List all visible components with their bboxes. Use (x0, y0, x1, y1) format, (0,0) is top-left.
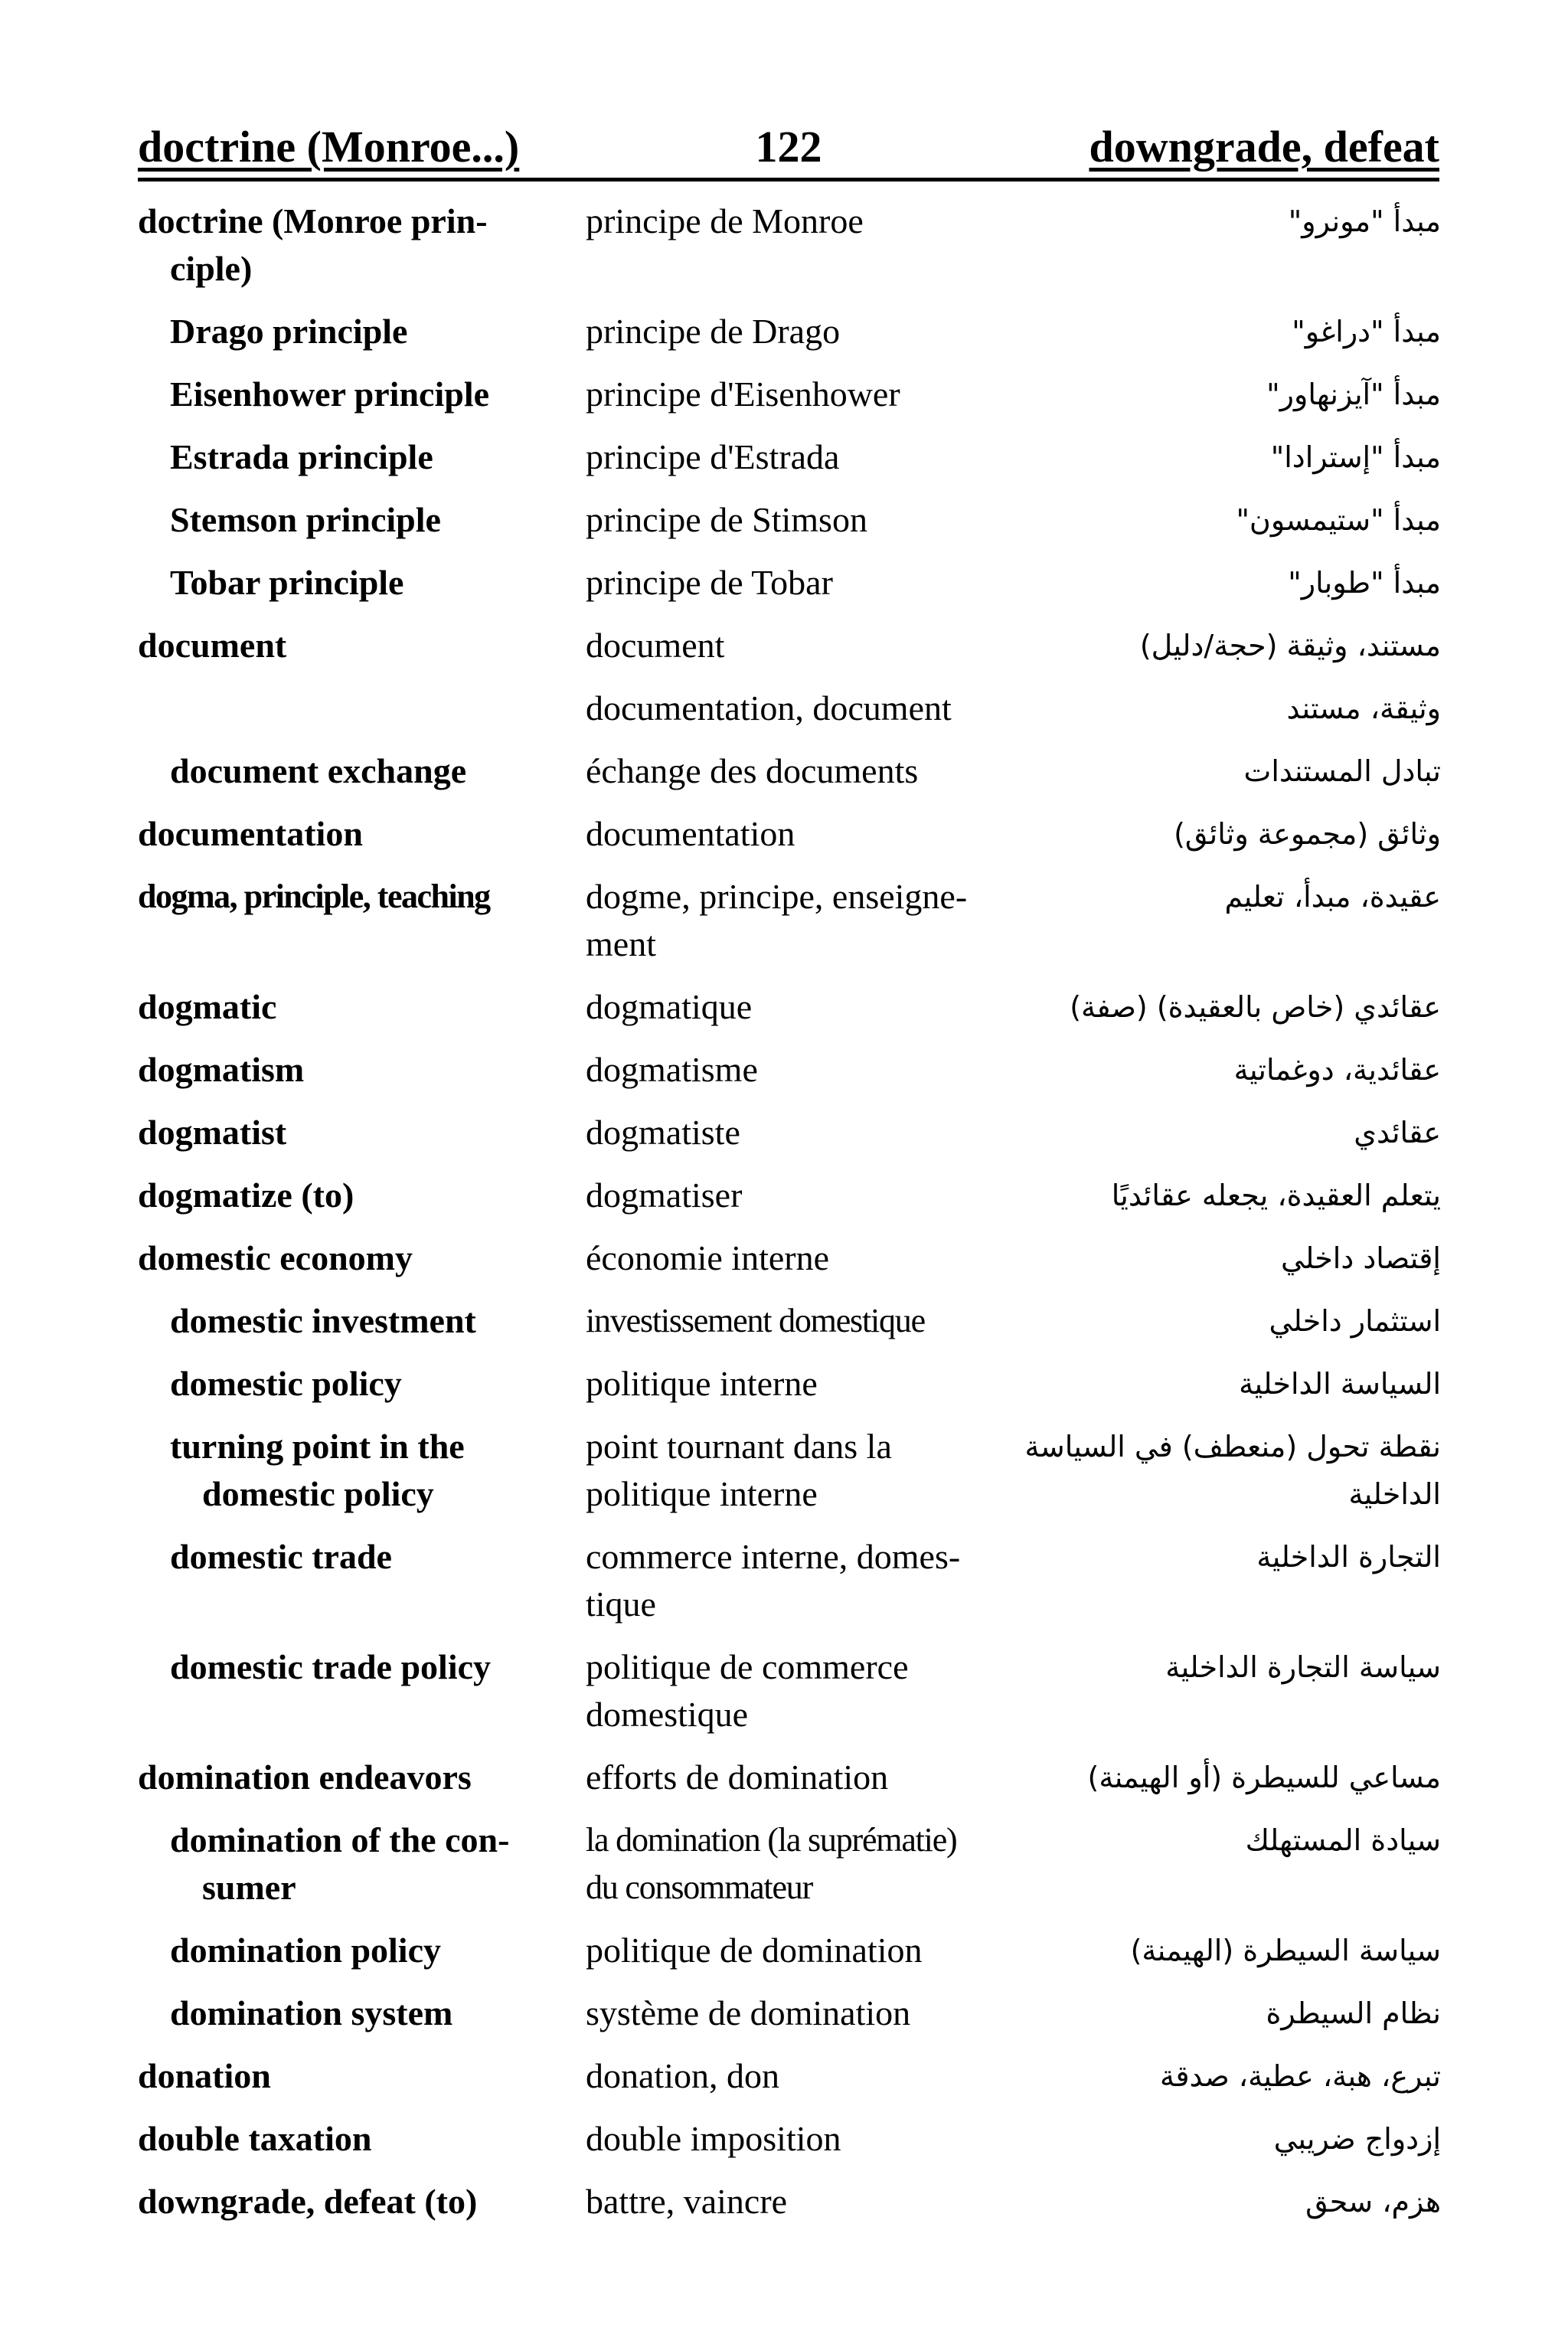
dictionary-entry (0, 873, 1568, 983)
french-translation-line: principe de Monroe (586, 201, 864, 240)
arabic-translation-line: سياسة السيطرة (الهيمنة) (1130, 1934, 1441, 1967)
french-translation (586, 622, 1014, 669)
dictionary-entry (0, 1990, 1568, 2052)
dictionary-entry (0, 308, 1568, 371)
french-translation-line: principe de Stimson (586, 500, 867, 539)
arabic-translation-line: الداخلية (1348, 1477, 1441, 1511)
arabic-translation (1012, 1234, 1441, 1282)
page-number: 122 (755, 122, 822, 172)
arabic-translation-line: سياسة التجارة الداخلية (1165, 1650, 1441, 1684)
english-term (138, 2052, 567, 2100)
header-last-term: downgrade, defeat (1089, 122, 1439, 172)
english-term (170, 1423, 568, 1518)
french-translation (586, 1927, 1014, 1974)
english-term (170, 1816, 568, 1911)
arabic-translation (1012, 308, 1441, 355)
arabic-translation-line: تبرع، هبة، عطية، صدقة (1159, 2059, 1441, 2093)
header-first-term: doctrine (Monroe...) (138, 122, 520, 172)
english-term-line: doctrine (Monroe prin- (138, 201, 488, 240)
arabic-translation-line: وثيقة، مستند (1286, 692, 1441, 725)
arabic-translation-line: السياسة الداخلية (1239, 1367, 1441, 1401)
french-translation (586, 198, 1014, 245)
english-term-line: domestic trade policy (170, 1647, 492, 1686)
arabic-translation (1012, 983, 1441, 1031)
english-term-line: dogmatism (138, 1050, 305, 1089)
english-term-line: document exchange (170, 751, 467, 790)
french-translation-line: échange des documents (586, 751, 919, 790)
arabic-translation-line: عقائدي (خاص بالعقيدة) (صفة) (1070, 990, 1441, 1024)
arabic-translation-line: مبدأ "آيزنهاور" (1266, 378, 1441, 411)
french-translation (586, 1234, 1014, 1282)
english-term-line: Drago principle (170, 312, 408, 351)
arabic-translation (1012, 2052, 1441, 2100)
english-term (138, 1109, 567, 1156)
dictionary-entry (0, 1360, 1568, 1423)
french-translation-line: ment (586, 924, 656, 963)
dictionary-entry (0, 1643, 1568, 1754)
dictionary-entry (0, 983, 1568, 1046)
arabic-translation-line: سيادة المستهلك (1245, 1823, 1441, 1857)
french-translation (586, 1643, 1014, 1738)
dictionary-entry (0, 2115, 1568, 2178)
french-translation (586, 1423, 1014, 1518)
arabic-translation (1012, 1046, 1441, 1094)
english-term-line: domestic policy (202, 1474, 434, 1513)
arabic-translation (1012, 685, 1441, 732)
dictionary-entry (0, 1297, 1568, 1360)
english-term-line: Tobar principle (170, 563, 404, 602)
arabic-translation-line: نظام السيطرة (1266, 1996, 1441, 2030)
french-translation-line: investissement domestique (586, 1302, 925, 1339)
french-translation (586, 371, 1014, 418)
arabic-translation-line: مبدأ "طوبار" (1288, 566, 1441, 600)
french-translation (586, 983, 1014, 1031)
arabic-translation (1012, 622, 1441, 669)
french-translation (586, 1046, 1014, 1094)
arabic-translation-line: يتعلم العقيدة، يجعله عقائديًا (1111, 1179, 1441, 1212)
dictionary-entry (0, 1533, 1568, 1643)
english-term (138, 983, 567, 1031)
english-term-line: downgrade, defeat (to) (138, 2182, 478, 2221)
english-term (138, 1046, 567, 1094)
french-translation-line: dogme, principe, enseigne- (586, 877, 968, 916)
french-translation (586, 747, 1014, 795)
french-translation-line: efforts de domination (586, 1758, 889, 1797)
english-term-line: document (138, 626, 287, 665)
english-term (138, 2178, 567, 2225)
english-term-line: documentation (138, 814, 363, 853)
french-translation-line: dogmatiste (586, 1113, 740, 1152)
french-translation-line: document (586, 626, 725, 665)
arabic-translation-line: هزم، سحق (1305, 2185, 1441, 2219)
arabic-translation (1012, 810, 1441, 858)
english-term-line: Stemson principle (170, 500, 441, 539)
arabic-translation-line: مبدأ "مونرو" (1288, 204, 1441, 238)
english-term (170, 1360, 568, 1408)
french-translation-line: politique interne (586, 1474, 818, 1513)
dictionary-entry (0, 1172, 1568, 1234)
english-term-line: dogmatic (138, 987, 277, 1026)
english-term-line: turning point in the (170, 1427, 465, 1466)
french-translation-line: système de domination (586, 1993, 911, 2032)
arabic-translation-line: استثمار داخلي (1269, 1304, 1441, 1338)
french-translation-line: politique de domination (586, 1931, 923, 1970)
dictionary-entry (0, 559, 1568, 622)
arabic-translation (1012, 1297, 1441, 1345)
french-translation (586, 1990, 1014, 2037)
english-term (138, 1234, 567, 1282)
english-term (138, 1754, 567, 1801)
arabic-translation (1012, 559, 1441, 607)
english-term (170, 496, 568, 544)
english-term (138, 1172, 567, 1219)
dictionary-entry (0, 1754, 1568, 1816)
arabic-translation (1012, 1172, 1441, 1219)
arabic-translation (1012, 1643, 1441, 1691)
english-term (170, 1643, 568, 1691)
french-translation (586, 433, 1014, 481)
english-term (170, 1927, 568, 1974)
french-translation-line: donation, don (586, 2056, 779, 2095)
english-term (170, 1533, 568, 1581)
french-translation-line: principe de Tobar (586, 563, 833, 602)
french-translation-line: dogmatiser (586, 1176, 743, 1215)
english-term-line: domestic investment (170, 1301, 476, 1340)
french-translation (586, 496, 1014, 544)
arabic-translation (1012, 1109, 1441, 1156)
french-translation-line: point tournant dans la (586, 1427, 892, 1466)
french-translation-line: principe d'Eisenhower (586, 374, 900, 414)
arabic-translation (1012, 1927, 1441, 1974)
arabic-translation-line: إزدواج ضريبي (1273, 2122, 1441, 2156)
english-term-line: domination system (170, 1993, 453, 2032)
arabic-translation (1012, 2115, 1441, 2163)
entry-list (0, 198, 1568, 2241)
arabic-translation (1012, 1990, 1441, 2037)
english-term (170, 559, 568, 607)
dictionary-entry (0, 2052, 1568, 2115)
english-term (170, 1297, 568, 1345)
arabic-translation-line: مبدأ "دراغو" (1292, 315, 1441, 348)
english-term (138, 198, 567, 293)
french-translation-line: dogmatisme (586, 1050, 758, 1089)
french-translation-line: du consommateur (586, 1869, 813, 1906)
french-translation-line: la domination (la suprématie) (586, 1821, 957, 1859)
dictionary-entry (0, 1423, 1568, 1533)
english-term-line: double taxation (138, 2119, 372, 2158)
french-translation (586, 1109, 1014, 1156)
english-term (170, 1990, 568, 2037)
dictionary-entry (0, 433, 1568, 496)
english-term-line: domestic economy (138, 1238, 413, 1277)
arabic-translation-line: مبدأ "ستيمسون" (1236, 503, 1441, 537)
dictionary-entry (0, 810, 1568, 873)
french-translation (586, 559, 1014, 607)
french-translation (586, 1533, 1014, 1628)
dictionary-entry (0, 1109, 1568, 1172)
arabic-translation (1012, 433, 1441, 481)
dictionary-entry (0, 496, 1568, 559)
english-term-line: domestic policy (170, 1364, 402, 1403)
french-translation-line: dogmatique (586, 987, 753, 1026)
arabic-translation (1012, 747, 1441, 795)
french-translation (586, 308, 1014, 355)
french-translation (586, 1297, 1014, 1345)
french-translation-line: tique (586, 1584, 656, 1624)
french-translation-line: politique interne (586, 1364, 818, 1403)
english-term (170, 308, 568, 355)
arabic-translation-line: نقطة تحول (منعطف) في السياسة (1024, 1430, 1441, 1463)
arabic-translation-line: مبدأ "إسترادا" (1270, 440, 1441, 474)
english-term-line: dogma, principle, teaching (138, 878, 490, 915)
arabic-translation (1012, 371, 1441, 418)
french-translation (586, 873, 1014, 968)
arabic-translation (1012, 2178, 1441, 2225)
french-translation (586, 2178, 1014, 2225)
arabic-translation (1012, 1816, 1441, 1864)
dictionary-entry (0, 1927, 1568, 1990)
english-term (138, 873, 567, 920)
french-translation-line: politique de commerce (586, 1647, 909, 1686)
dictionary-entry (0, 1234, 1568, 1297)
french-translation (586, 1816, 1014, 1911)
arabic-translation (1012, 1754, 1441, 1801)
dictionary-entry (0, 2178, 1568, 2241)
arabic-translation (1012, 1533, 1441, 1581)
arabic-translation-line: عقيدة، مبدأ، تعليم (1224, 880, 1441, 914)
english-term-line: domination endeavors (138, 1758, 472, 1797)
dictionary-entry (0, 1816, 1568, 1927)
english-term-line: sumer (202, 1868, 296, 1907)
french-translation (586, 810, 1014, 858)
french-translation (586, 2115, 1014, 2163)
english-term (138, 622, 567, 669)
arabic-translation (1012, 873, 1441, 920)
english-term-line: donation (138, 2056, 271, 2095)
arabic-translation-line: إقتصاد داخلي (1281, 1241, 1441, 1275)
french-translation-line: battre, vaincre (586, 2182, 788, 2221)
english-term-line: Estrada principle (170, 437, 433, 476)
french-translation (586, 1172, 1014, 1219)
english-term (170, 371, 568, 418)
english-term (138, 810, 567, 858)
header-rule (138, 178, 1439, 181)
french-translation (586, 2052, 1014, 2100)
english-term-line: dogmatist (138, 1113, 287, 1152)
arabic-translation-line: مستند، وثيقة (حجة/دليل) (1139, 629, 1441, 662)
french-translation-line: principe de Drago (586, 312, 841, 351)
french-translation-line: documentation (586, 814, 795, 853)
arabic-translation (1012, 496, 1441, 544)
french-translation-line: double imposition (586, 2119, 841, 2158)
arabic-translation-line: عقائدي (1354, 1116, 1441, 1149)
french-translation (586, 685, 1014, 732)
french-translation-line: documentation, document (586, 688, 952, 728)
dictionary-entry (0, 685, 1568, 747)
english-term-line: Eisenhower principle (170, 374, 490, 414)
french-translation-line: principe d'Estrada (586, 437, 840, 476)
dictionary-entry (0, 622, 1568, 685)
english-term-line: ciple) (170, 249, 253, 288)
english-term (170, 433, 568, 481)
english-term-line: domestic trade (170, 1537, 392, 1576)
page-header (138, 115, 1439, 184)
french-translation-line: domestique (586, 1695, 749, 1734)
french-translation (586, 1360, 1014, 1408)
arabic-translation-line: عقائدية، دوغماتية (1233, 1053, 1441, 1087)
french-translation-line: économie interne (586, 1238, 830, 1277)
english-term-line: dogmatize (to) (138, 1176, 354, 1215)
arabic-translation-line: مساعي للسيطرة (أو الهيمنة) (1087, 1761, 1441, 1794)
arabic-translation (1012, 1423, 1441, 1518)
english-term-line: domination policy (170, 1931, 442, 1970)
english-term-line: domination of the con- (170, 1820, 510, 1859)
french-translation (586, 1754, 1014, 1801)
dictionary-entry (0, 198, 1568, 308)
dictionary-entry (0, 1046, 1568, 1109)
arabic-translation-line: التجارة الداخلية (1256, 1540, 1441, 1574)
english-term (138, 2115, 567, 2163)
arabic-translation (1012, 198, 1441, 245)
dictionary-entry (0, 371, 1568, 433)
arabic-translation (1012, 1360, 1441, 1408)
french-translation-line: commerce interne, domes- (586, 1537, 961, 1576)
dictionary-entry (0, 747, 1568, 810)
english-term (170, 747, 568, 795)
arabic-translation-line: تبادل المستندات (1243, 754, 1441, 788)
arabic-translation-line: وثائق (مجموعة وثائق) (1174, 817, 1441, 851)
